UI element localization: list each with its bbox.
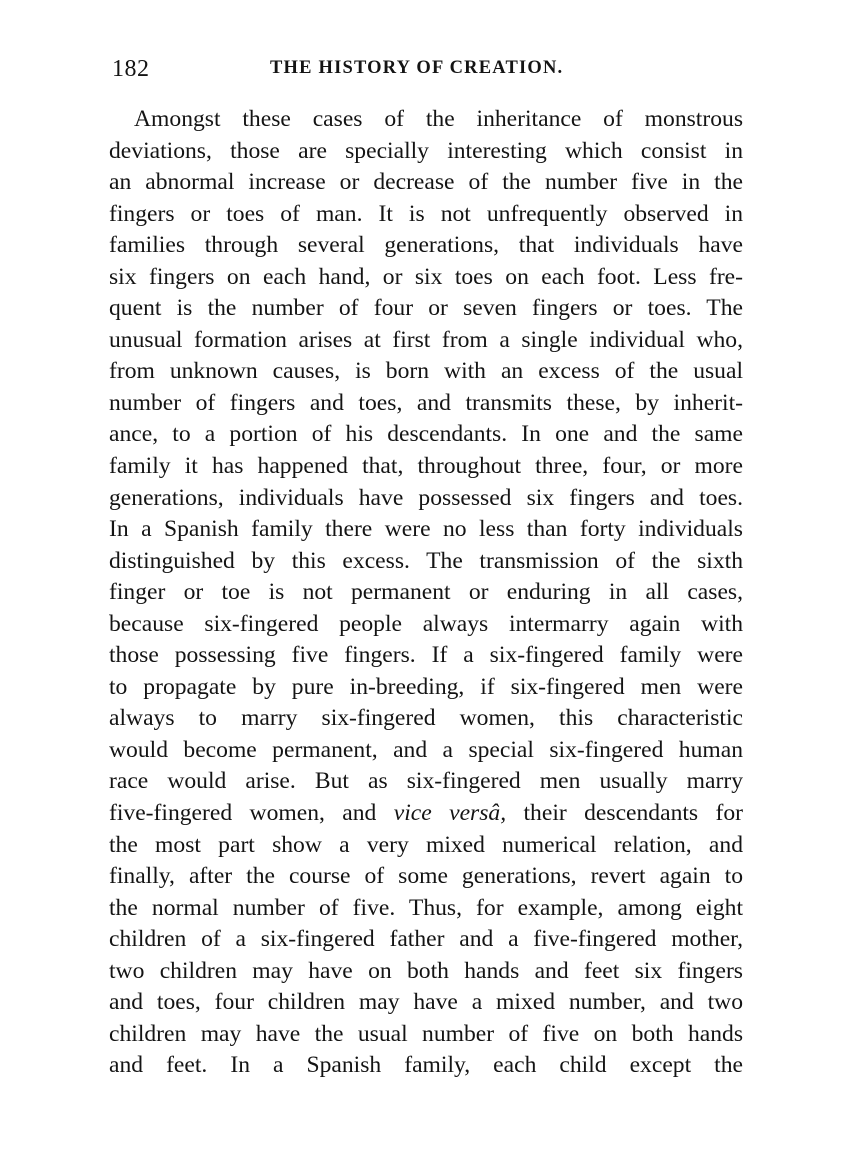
text-line: number of fingers and toes, and transmits these, by inherit-: [109, 389, 743, 416]
text-line: would become permanent, and a special six-fingered human: [109, 736, 743, 763]
text-line: family it has happened that, throughout three, four, or more: [109, 453, 743, 480]
text-line: ance, to a portion of his descendants. In one and the same: [109, 421, 743, 448]
text-line: families through several generations, that individuals have: [109, 232, 743, 259]
running-title: THE HISTORY OF CREATION.: [270, 58, 564, 78]
text-line: to propagate by pure in-breeding, if six-fingered men were: [109, 673, 743, 700]
text-line-with-italic: [109, 798, 743, 830]
text-line: finger or toe is not permanent or enduring in all cases,: [109, 579, 743, 606]
text-line: the most part show a very mixed numerical relation, and: [109, 831, 743, 858]
text-line: from unknown causes, is born with an excess of the usual: [109, 358, 743, 385]
text-segment: their descendants for: [506, 800, 744, 827]
text-line: and feet. In a Spanish family, each child except the: [109, 1052, 743, 1079]
text-line: deviations, those are specially interesting which consist in: [109, 137, 743, 164]
text-line: the normal number of five. Thus, for example, among eight: [109, 894, 743, 921]
text-line: fingers or toes of man. It is not unfrequently observed in: [109, 200, 743, 227]
text-line: because six-fingered people always intermarry again with: [109, 610, 743, 637]
text-line: children of a six-fingered father and a five-fingered mother,: [109, 926, 743, 953]
text-line: quent is the number of four or seven fingers or toes. The: [109, 295, 743, 322]
text-line: In a Spanish family there were no less than forty individuals: [109, 516, 743, 543]
page-header: [112, 56, 740, 86]
italic-phrase: vice versâ,: [393, 800, 507, 827]
body-paragraph: [109, 104, 743, 1082]
text-line: generations, individuals have possessed six fingers and toes.: [109, 484, 743, 511]
text-line: and toes, four children may have a mixed number, and two: [109, 989, 743, 1016]
text-line: six fingers on each hand, or six toes on each foot. Less fre-: [109, 263, 743, 290]
text-line: unusual formation arises at first from a single individual who,: [109, 326, 743, 353]
text-line: children may have the usual number of five on both hands: [109, 1020, 743, 1047]
text-line: finally, after the course of some generations, revert again to: [109, 863, 743, 890]
text-line: always to marry six-fingered women, this characteristic: [109, 705, 743, 732]
text-line: race would arise. But as six-fingered men usually marry: [109, 768, 743, 795]
text-segment: five-fingered women, and: [109, 800, 394, 827]
page-number: 182: [112, 56, 150, 82]
text-line: two children may have on both hands and feet six fingers: [109, 957, 743, 984]
text-line: those possessing five fingers. If a six-fingered family were: [109, 642, 743, 669]
text-line: an abnormal increase or decrease of the number five in the: [109, 169, 743, 196]
text-line: distinguished by this excess. The transmission of the sixth: [109, 547, 743, 574]
text-line: Amongst these cases of the inheritance of monstrous: [134, 106, 743, 132]
